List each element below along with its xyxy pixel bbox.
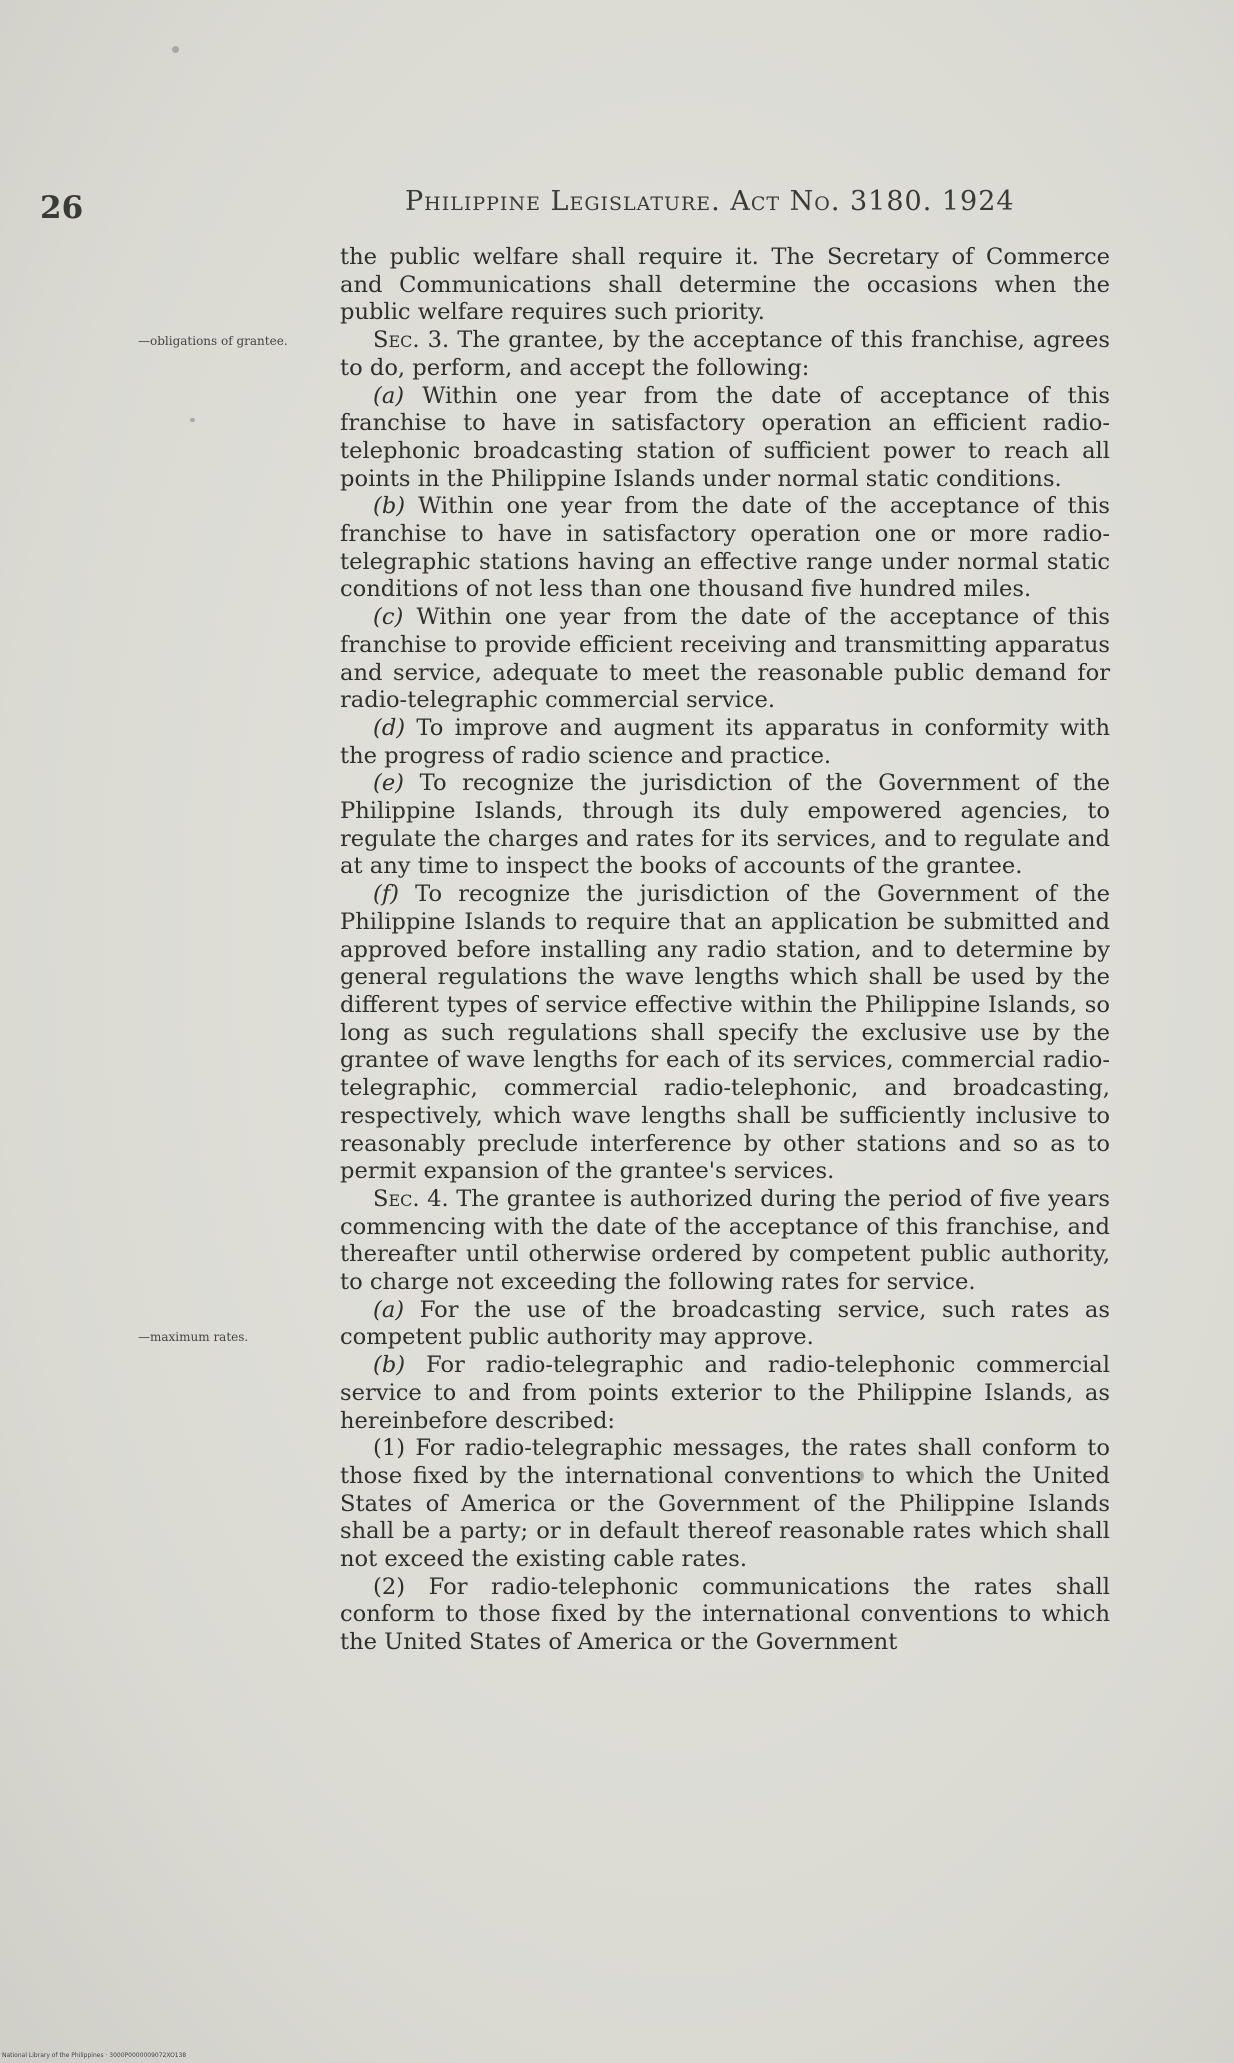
- clause-d: [340, 715, 1110, 770]
- clause-f-text: To recognize the jurisdiction of the Government of the Philippine Islands to require that an application be submitted and approved before installing any radio station, and to determine by general regulations the wave lengths which shall be used by the different types of service effective within the Philippine Islands, so long as such regulations shall specify the exclusive use by the grantee of wave lengths for each of its services, commercial radio-telegraphic, commercial radio-telephonic, and broadcasting, respectively, which wave lengths shall be sufficiently inclusive to reasonably preclude interference by other stations and so as to permit expansion of the grantee's services.: [340, 881, 1110, 1185]
- margin-note-maximum-rates: —maximum rates.: [138, 1330, 249, 1344]
- section-4-clause-a-text: For the use of the broadcasting service, such rates as competent public authority may approve.: [340, 1296, 1110, 1351]
- section-4-clause-b-text: For radio-telegraphic and radio-telephonic commercial service to and from points exterior to the Philippine Islands, as hereinbefore described:: [340, 1352, 1110, 1434]
- body-text: [340, 244, 1110, 1657]
- clause-f-label: (f): [373, 881, 399, 908]
- paragraph-continuation: the public welfare shall require it. The Secretary of Commerce and Communications shall determine the occasions when the public welfare requires such priority.: [340, 244, 1110, 326]
- section-4: [340, 1186, 1110, 1297]
- section-4-clause-a-label: (a): [373, 1296, 405, 1323]
- clause-d-text: To improve and augment its apparatus in conformity with the progress of radio science and practice.: [340, 714, 1110, 769]
- margin-note-obligations: —obligations of grantee.: [138, 334, 288, 348]
- subclause-1: [340, 1435, 1110, 1574]
- clause-a-label: (a): [373, 382, 405, 409]
- subclause-1-label: (1): [373, 1435, 406, 1462]
- subclause-1-text: For radio-telegraphic messages, the rates shall conform to those fixed by the international conventions to which the United States of America or the Government of the Philippine Islands shall be a party; or in default thereof reasonable rates which shall not exceed the existing cable rates.: [340, 1435, 1110, 1573]
- clause-b-text: Within one year from the date of the acceptance of this franchise to have in satisfactory operation one or more radio-telegraphic stations having an effective range under normal static conditions of not less than one thousand five hundred miles.: [340, 493, 1110, 603]
- section-4-text: The grantee is authorized during the period of five years commencing with the date of the acceptance of this franchise, and thereafter until otherwise ordered by competent public authority, to charge not exceeding the following rates for service.: [340, 1185, 1110, 1296]
- clause-e-label: (e): [373, 770, 405, 797]
- clause-c-label: (c): [373, 604, 404, 631]
- section-4-label: Sec. 4.: [373, 1185, 449, 1212]
- section-4-clause-b-label: (b): [373, 1352, 406, 1379]
- section-3-label: Sec. 3.: [373, 327, 450, 354]
- clause-d-label: (d): [373, 714, 406, 741]
- clause-e: [340, 770, 1110, 881]
- section-3: [340, 327, 1110, 382]
- clause-a: [340, 383, 1110, 494]
- scan-speck: [190, 418, 195, 422]
- subclause-2-label: (2): [373, 1573, 406, 1600]
- scan-speck: [172, 46, 179, 53]
- page-number: 26: [40, 190, 84, 226]
- clause-c: [340, 604, 1110, 715]
- section-4-clause-b: [340, 1352, 1110, 1435]
- running-head: Philippine Legislature. Act No. 3180. 1924: [405, 186, 1015, 217]
- clause-b-label: (b): [373, 493, 406, 520]
- scan-credit: National Library of the Philippines · 3000P0000009072XO138: [2, 2052, 187, 2059]
- section-3-text: The grantee, by the acceptance of this franchise, agrees to do, perform, and accept the following:: [340, 327, 1110, 381]
- clause-b: [340, 493, 1110, 604]
- subclause-2-text: For radio-telephonic communications the rates shall conform to those fixed by the international conventions to which the United States of America or the Government: [340, 1573, 1110, 1656]
- clause-e-text: To recognize the jurisdiction of the Government of the Philippine Islands, through its duly empowered agencies, to regulate the charges and rates for its services, and to regulate and at any time to inspect the books of accounts of the grantee.: [340, 770, 1110, 880]
- clause-f: [340, 881, 1110, 1186]
- subclause-2: [340, 1574, 1110, 1657]
- clause-a-text: Within one year from the date of acceptance of this franchise to have in satisfactory operation an efficient radio-telephonic broadcasting station of sufficient power to reach all points in the Philippine Islands under normal static conditions.: [340, 382, 1110, 492]
- section-4-clause-a: [340, 1297, 1110, 1352]
- clause-c-text: Within one year from the date of the acceptance of this franchise to provide efficient receiving and transmitting apparatus and service, adequate to meet the reasonable public demand for radio-telegraphic commercial service.: [340, 604, 1110, 714]
